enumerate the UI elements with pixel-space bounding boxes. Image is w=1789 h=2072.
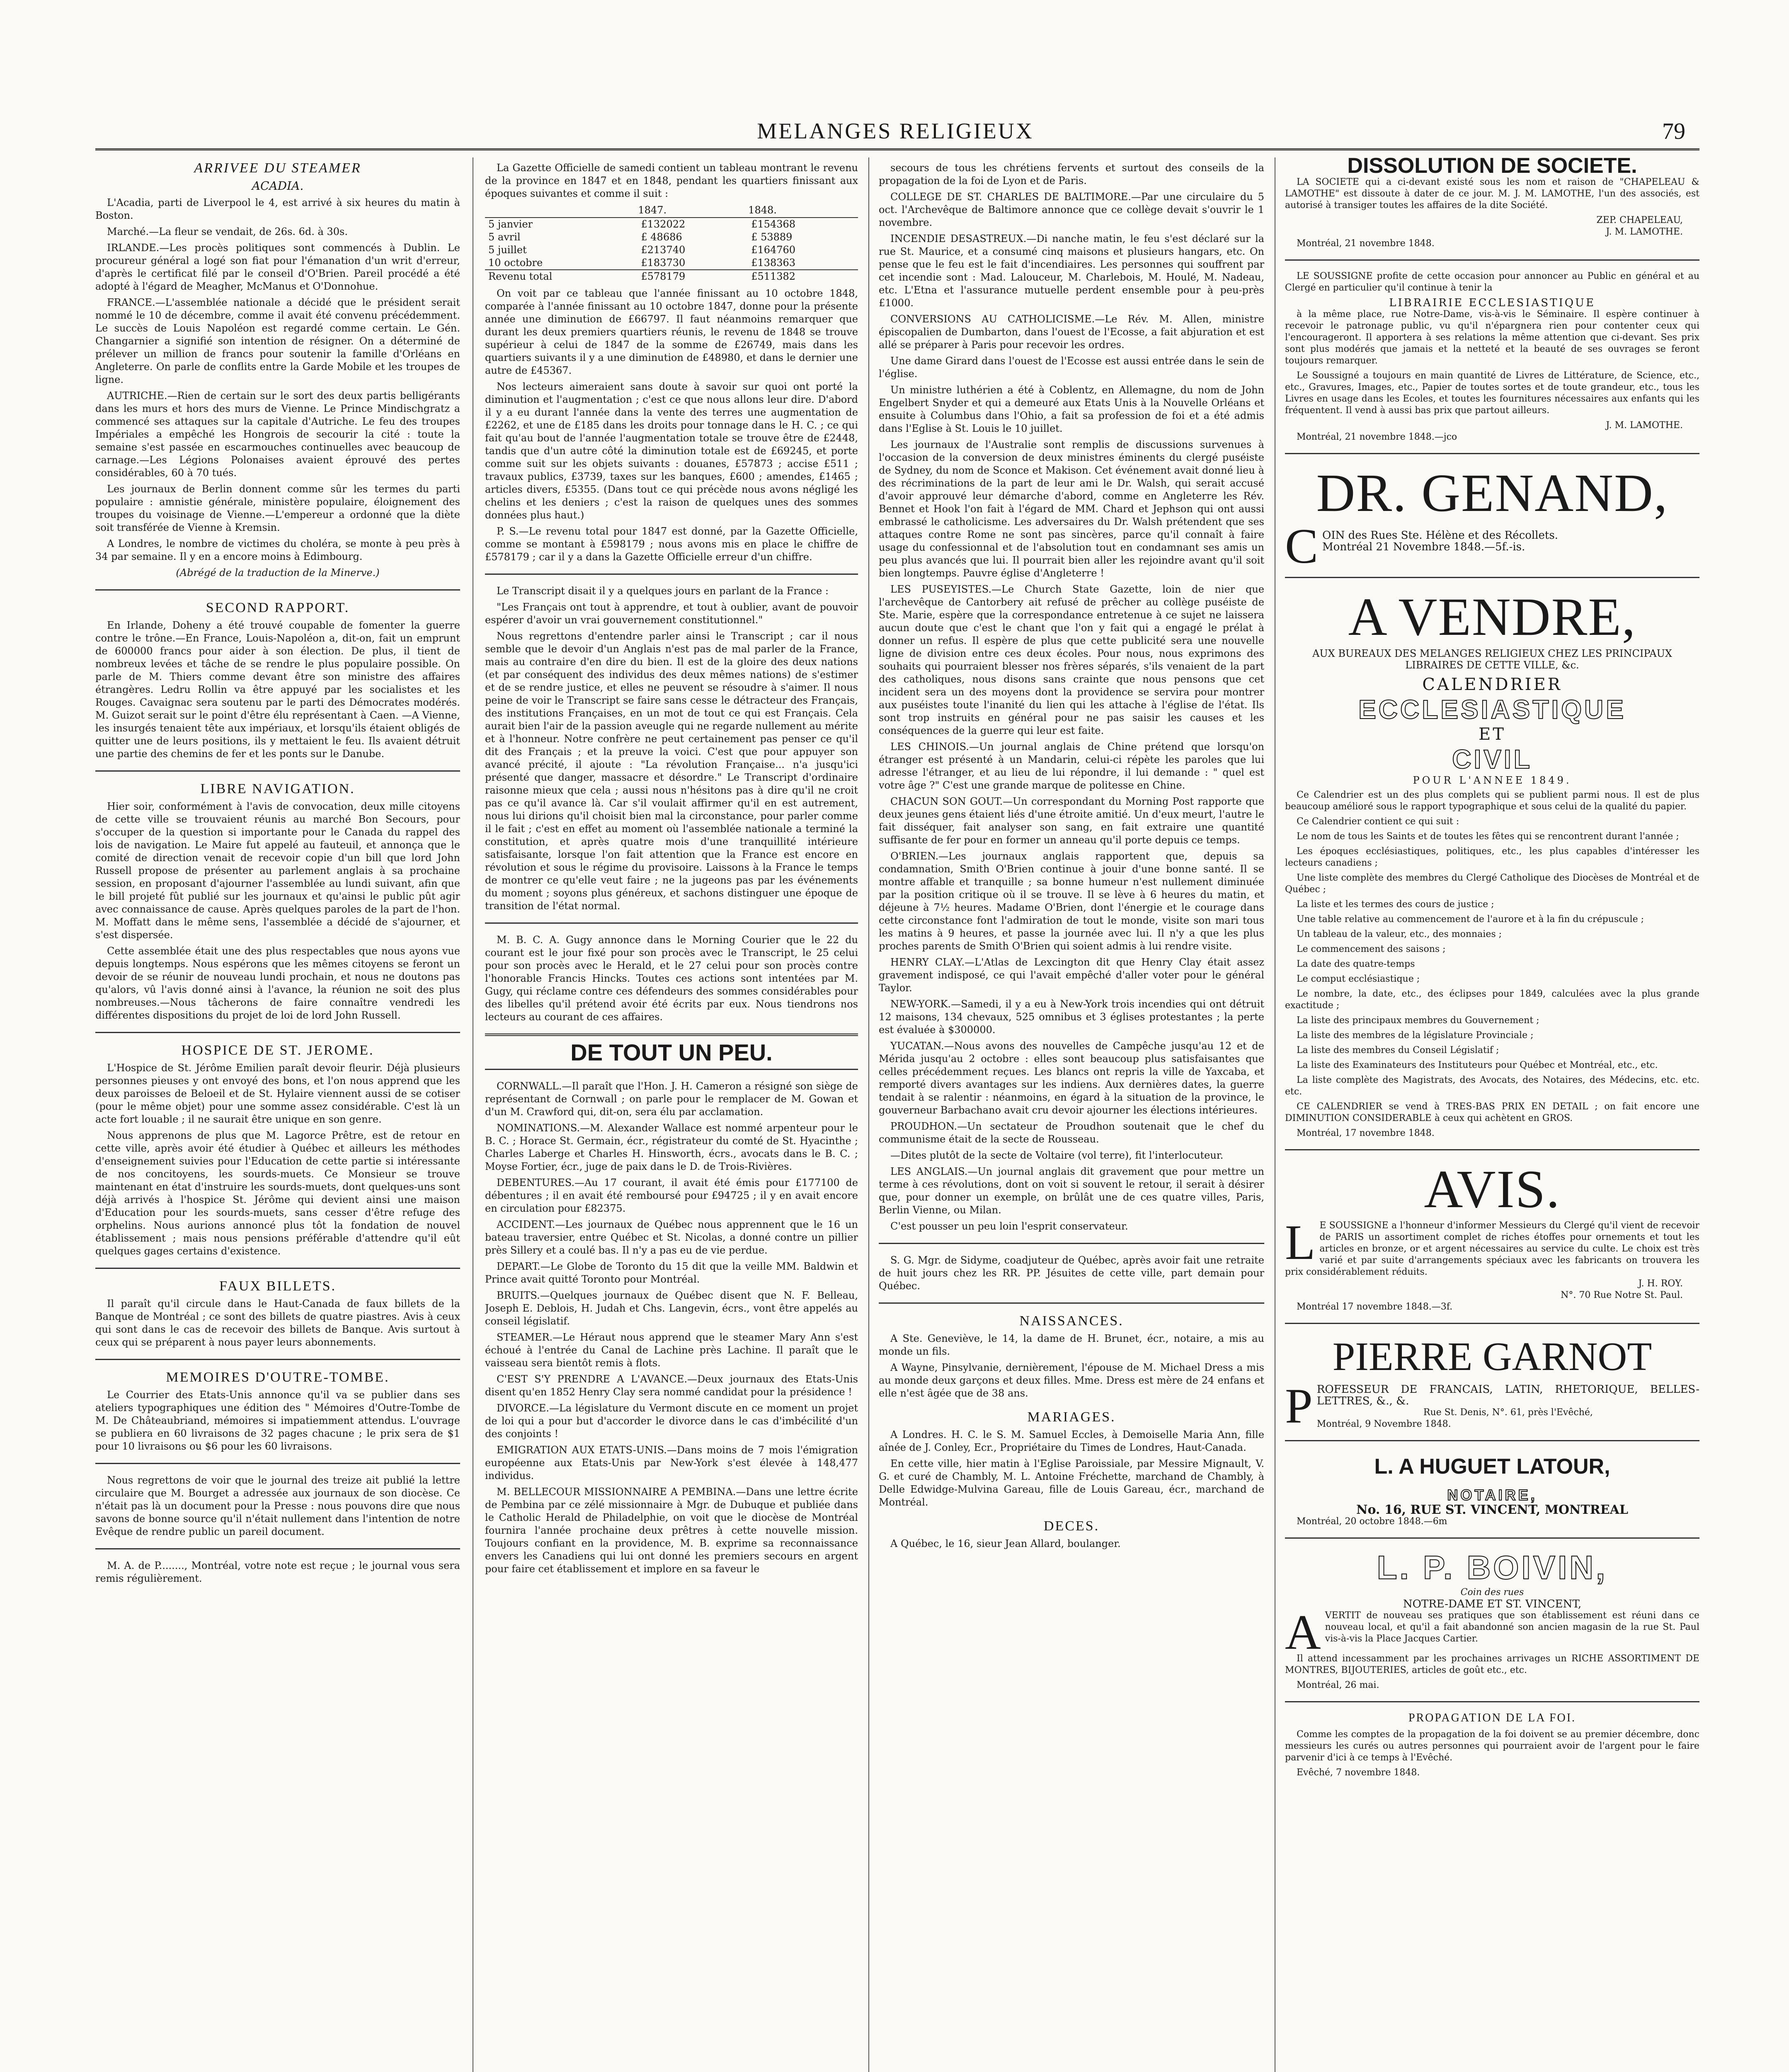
news-item: LES CHINOIS.—Un journal anglais de Chine prétend que lorsqu'on étranger est présenté à un Mandarin, celui-ci répète les paroles que lui adresse l'étranger, et au lieu de lui répondre, il lui demande : " quel est votre âge ?" C'est une grande marque de politesse en Chine. (879, 741, 1264, 791)
ad-date: Montréal, 9 Novembre 1848. (1316, 1419, 1451, 1429)
ad-text: ROFESSEUR DE FRANCAIS, LATIN, RHETORIQUE, BELLES-LETTRES, &., &. (1316, 1384, 1699, 1407)
news-item: O'BRIEN.—Les journaux anglais rapportent que, depuis sa condamnation, Smith O'Brien continue à jouir d'une bonne santé. Il se montre affable et tranquille ; sa bonne humeur n'est nullement diminuée par la position critique où il se trouve. Il se lève à 6 heures du matin, et déjeune à 7½ heures. Madame O'Brien, dont l'énergie et le courage dans cette circonstance font l'admiration de tout le monde, visite son mari tous les matins à 9 heures, et passe la journée avec lui. Il n'y a que les plus proches parents de Smith O'Brien qui soient admis à lui rendre visite. (879, 850, 1264, 952)
ad-date: Montréal, 20 octobre 1848.—6m (1297, 1516, 1447, 1527)
table-cell: 5 janvier (488, 218, 533, 230)
article-paragraph: IRLANDE.—Les procès politiques sont commencés à Dublin. Le procureur général a logé son fiat pour l'émanation d'un writ d'erreur, d'après le certificat filé par le conseil d'O'Brien. Pareil procédé a été adopté à l'égard de Meagher, McManus et O'Donnohue. (95, 242, 460, 292)
table-row (485, 218, 858, 231)
ad-heading: NOTRE-DAME ET ST. VINCENT, (1403, 1598, 1582, 1610)
article-paragraph: Le Courrier des Etats-Unis annonce qu'il va se publier dans ses ateliers typographiques une édition des " Mémoires d'Outre-Tombe de M. De Châteaubriand, mémoires si impatiemment attendus. L'ouvrage se publiera en 60 livraisons de 32 pages chacune ; le prix sera de $1 pour 10 livraisons ou $6 pour les 60 livraisons. (95, 1389, 460, 1452)
list-item: La liste des principaux membres du Gouvernement ; (1297, 1015, 1539, 1026)
ad-text: OIN des Rues Ste. Hélène et des Récollets. (1322, 529, 1558, 542)
page-number: 79 (1662, 119, 1685, 144)
table-total-row (485, 270, 858, 283)
section-title: DE TOUT UN PEU. (570, 1039, 773, 1065)
article-paragraph: P. S.—Le revenu total pour 1847 est donné, par la Gazette Officielle, comme se montant à £598179 ; nous avons mis en place le chiffre de £578179 ; car il y a dans la Gazette Officielle erreur d'un chiffre. (485, 525, 858, 563)
section-title: MEMOIRES D'OUTRE-TOMBE. (166, 1370, 390, 1385)
news-item: COLLEGE DE ST. CHARLES DE BALTIMORE.—Par une circulaire du 5 oct. l'Archevêque de Baltimore annonce que ce collège devait s'ouvrir le 1 novembre. (879, 191, 1264, 228)
ad-text: Le Soussigné a toujours en main quantité de Livres de Littérature, de Science, etc., etc., Gravures, Images, etc., Papier de toutes sortes et de toute grandeur, etc., tous les Livres en usage dans les Ecoles, et toutes les fournitures nécessaires aux enfants qui les fréquentent. Il vend à aussi bas prix que partout ailleurs. (1285, 370, 1699, 416)
section-rule (1285, 259, 1699, 261)
table-header-cell (485, 203, 638, 218)
announcement: A Ste. Geneviève, le 14, la dame de H. Brunet, écr., notaire, a mis au monde un fils. (879, 1333, 1264, 1357)
section-rule (1285, 577, 1699, 578)
running-head: MELANGES RELIGIEUX (757, 119, 1034, 143)
ad-title: L. P. BOIVIN, (1377, 1549, 1608, 1586)
ad-text: CE CALENDRIER se vend à TRES-BAS PRIX EN DETAIL ; on fait encore une DIMINUTION CONSIDERABLE à ceux qui achètent en GROS. (1285, 1101, 1699, 1123)
article-paragraph: M. B. C. A. Gugy annonce dans le Morning Courier que le 22 du courant est le jour fixé pour son procès avec le Transcript, le 25 celui pour son procès avec le Herald, et le 27 celui pour son procès contre l'honorable Francis Hincks. Toutes ces actions sont intentées par M. Gugy, qui réclame contre ces défendeurs des sommes considérables pour des libelles qu'il prétend avoir été écrits par eux. Nous tiendrons nos lecteurs au courant de ces affaires. (485, 934, 858, 1023)
section-rule (95, 1463, 460, 1464)
ad-date: Montréal, 26 mai. (1297, 1680, 1379, 1690)
news-item: BRUITS.—Quelques journaux de Québec disent que N. F. Belleau, Joseph E. Deblois, H. Judah et Chs. Langevin, écrs., vont être appelés au conseil législatif. (485, 1290, 858, 1327)
ad-text: E SOUSSIGNE a l'honneur d'informer Messieurs du Clergé qu'il vient de recevoir de PARIS un assortiment complet de riches étoffes pour ornements et tout les articles en bronze, or et argent nécessaires au service du culte. Le choix est très varié et par suite d'arrangements spéciaux avec les fabricants on trouvera les prix considérablement réduits. (1285, 1220, 1699, 1277)
section-rule (95, 1359, 460, 1360)
article-paragraph: Nous regrettons de voir que le journal des treize ait publié la lettre circulaire que M. Bourget a adressée aux journaux de son diocèse. Ce n'était pas là un document pour la Presse : nous pouvons dire que nous savons de bonne source qu'il n'était nullement dans l'intention de notre Evêque de rendre public un pareil document. (95, 1474, 460, 1537)
ad-text: à la même place, rue Notre-Dame, vis-à-vis le Séminaire. Il espère continuer à recevoir le patronage public, vu qu'il n'épargnera rien pour contenter ceux qui l'encourageront. Il apportera à ses relations la même attention que ci-devant. Ses prix sont plus modérés que jamais et la netteté et la beauté de ses ouvrages se feront toujours remarquer. (1285, 309, 1699, 366)
table-cell: £132022 (641, 218, 686, 230)
list-item: Un tableau de la valeur, etc., des monnaies ; (1297, 929, 1502, 939)
article-paragraph: FRANCE.—L'assemblée nationale a décidé que le président serait nommé le 10 de décembre, comme il avait été convenu précédemment. Le succès de Louis Napoléon est regardé comme certain. Le Gén. Changarnier a signifié son intention de résigner. On a déterminé de prélever un million de francs pour soutenir la famille d'Orléans en Angleterre. On parle de conflits entre la Garde Mobile et les troupes de ligne. (95, 297, 460, 385)
ad-signature: J. M. LAMOTHE. (1606, 420, 1683, 431)
table-header-row (485, 203, 858, 218)
ad-date: Montréal, 21 novembre 1848. (1297, 238, 1435, 249)
news-item: Un ministre luthérien a été à Coblentz, en Allemagne, du nom de John Engelbert Snyder et qui a demeuré aux Etats Unis à la Nouvelle Orléans et ensuite à Columbus dans l'Ohio, a fait sa profession de foi et a été admis dans l'Eglise à St. Louis le 10 juillet. (879, 384, 1264, 434)
announcement: En cette ville, hier matin à l'Eglise Paroissiale, par Messire Mignault, V. G. et curé de Chambly, M. L. Antoine Fréchette, marchand de Chambly, à Delle Edwidge-Mulvina Gareau, fille de Louis Gareau, écr., marchand de Montréal. (879, 1458, 1264, 1508)
section-rule (485, 574, 858, 575)
list-item: La liste des membres de la législature Provinciale ; (1297, 1030, 1534, 1041)
announcement: A Londres. H. C. le S. M. Samuel Eccles, à Demoiselle Maria Ann, fille aînée de J. Conley, Ecr., Propriétaire du Times de Londres, Haut-Canada. (879, 1429, 1264, 1453)
news-item: DEPART.—Le Globe de Toronto du 15 dit que la veille MM. Baldwin et Prince avait quitté Toronto pour Montréal. (485, 1261, 858, 1285)
section-rule (95, 1032, 460, 1033)
news-item: YUCATAN.—Nous avons des nouvelles de Campêche jusqu'au 12 et de Mérida jusqu'au 2 octobre : elles sont beaucoup plus satisfaisantes que celles précédemment reçues. Les blancs ont repris la ville de Yaxcaba, et remporté divers avantages sur les indiens. Aux dernières dates, la guerre tendait à se ralentir : néanmoins, en égard à la situation de la province, le gouverneur Barbachano avait cru devoir ajourner les élections intérieures. (879, 1040, 1264, 1116)
ad-text: Comme les comptes de la propagation de la foi doivent se au premier décembre, donc messieurs les curés ou autres personnes qui pourraient avoir de l'argent pour le faire parvenir d'ici à ce temps à l'Evêché. (1285, 1729, 1699, 1763)
section-rule (485, 1034, 858, 1036)
section-rule (1285, 1537, 1699, 1539)
table-cell: £138363 (751, 257, 796, 269)
article-paragraph: A Londres, le nombre de victimes du choléra, se monte à peu près à 34 par semaine. Il y en a encore moins à Edimbourg. (95, 538, 460, 562)
column-4-advertisements (1285, 157, 1699, 2072)
section-title: SECOND RAPPORT. (206, 600, 350, 615)
article-paragraph: Il paraît qu'il circule dans le Haut-Canada de faux billets de la Banque de Montréal ; ce sont des billets de quatre piastres. Avis à ceux qui sont dans le cas de recevoir des billets de Banque. Avis surtout à ceux qui se préparent à nous payer leurs abonnements. (95, 1298, 460, 1348)
ad-text: Ce Calendrier est un des plus complets qui se publient parmi nous. Il est de plus beaucoup amélioré sous le rapport typographique et sous celui de la qualité du papier. (1285, 790, 1699, 812)
list-item: Le commencement des saisons ; (1297, 944, 1446, 954)
ad-body (1285, 1384, 1699, 1430)
ad-date: Montréal 21 Novembre 1848.—5f.-is. (1322, 541, 1525, 553)
section-title: ARRIVEE DU STEAMER (194, 160, 361, 176)
section-rule (95, 770, 460, 772)
table-cell: £ 53889 (751, 231, 793, 243)
column-3 (879, 157, 1264, 2072)
table-cell: 5 juillet (488, 244, 527, 256)
ad-body (1285, 524, 1699, 567)
ad-signature: ZEP. CHAPELEAU, (1596, 215, 1683, 225)
list-item: La liste et les termes des cours de justice ; (1297, 899, 1494, 910)
article-paragraph: Hier soir, conformément à l'avis de convocation, deux mille citoyens de cette ville se trouvaient réunis au marché Bon Secours, pour s'occuper de la question si importante pour le Canada du rappel des lois de navigation. Le Maire fut appelé au fauteuil, et annonça que le comité de direction venait de recevoir copie d'un bill que lord John Russell propose de présenter au parlement anglais à sa prochaine session, en proposant d'ajourner l'assemblée au lundi suivant, afin que le bill projeté fût publié sur les journaux et qu'ainsi le public pût agir avec connaissance de cause. Après quelques paroles de la part de l'hon. M. Moffatt dans le même sens, l'assemblée a décidé de s'ajourner, et s'est dispersée. (95, 801, 460, 941)
ad-text: Coin des rues (1460, 1587, 1524, 1598)
drop-cap: A (1285, 1610, 1321, 1653)
ad-heading: LIBRAIRIE ECCLESIASTIQUE (1389, 297, 1595, 309)
article-paragraph: Nous regrettons d'entendre parler ainsi le Transcript ; car il nous semble que le devoir d'un Anglais n'est pas de mal parler de la France, mais au contraire d'en dire du bien. Il est de la gloire des deux nations (et par conséquent des individus des deux mêmes nations) de s'estimer et de se rendre justice, et elles ne peuvent se résoudre à s'aimer. Il nous peine de voir le Transcript se faire sans cesse le détracteur des Français, des institutions Françaises, en un mot de tout ce qui est Français. Cela aurait bien l'air de la passion aveugle qui ne regarde nullement au mérite et à l'honneur. Notre confrère ne peut certainement pas penser ce qu'il dit des Français ; et la preuve la voici. C'est que pour appuyer son avancé précité, il ajoute : "La révolution Française... n'a jusqu'ici présenté que danger, massacre et désordre." Le Transcript d'ordinaire raisonne mieux que cela ; aussi nous n'hésitons pas à dire qu'il ne croit pas ce qu'il avance là. Car s'il voulait affirmer qu'il en est autrement, nous lui dirions qu'il choisit bien mal la circonstance, pour parler comme il le fait ; c'est en effet au moment où l'assemblée nationale a terminé la constitution, et après quatre mois d'une tranquillité intérieure satisfaisante, lorsque l'on fait attention que la France est encore en révolution et sous le régime du provisoire. Laissons à la France le temps de montrer ce qu'elle veut faire ; ne la jugeons pas par les événements du moment ; soyons plus généreux, et sachons distinguer une époque de transition de l'état normal. (485, 630, 858, 912)
section-subtitle: ACADIA. (252, 179, 304, 193)
news-item: S. G. Mgr. de Sidyme, coadjuteur de Québec, après avoir fait une retraite de huit jours chez les RR. PP. Jésuites de cette ville, part demain pour Québec. (879, 1254, 1264, 1292)
news-item: NOMINATIONS.—M. Alexander Wallace est nommé arpenteur pour le B. C. ; Horace St. Germain, écr., régistrateur du comté de St. Hyacinthe ; Charles Laberge et Charles H. Hinsworth, écrs., avocats dans le B. C. ; Moyse Fortier, écr., juge de paix dans le D. de Trois-Rivières. (485, 1122, 858, 1172)
article-paragraph: AUTRICHE.—Rien de certain sur le sort des deux partis belligérants dans les murs et hors des murs de Vienne. Le Prince Mindischgratz a commencé ses attaques sur la capitale d'Autriche. Le feu des troupes Impériales a empêché les Hongrois de secourir la cité : toute la semaine s'est passée en escarmouches continuelles avec beaucoup de carnage.—Les Légions Polonaises avaient éprouvé des pertes considérables, 60 à 70 tués. (95, 390, 460, 479)
section-title: FAUX BILLETS. (219, 1278, 337, 1294)
news-item: —Dites plutôt de la secte de Voltaire (vol terre), fit l'interlocuteur. (890, 1150, 1224, 1161)
section-rule (485, 1069, 858, 1070)
ad-date: Montréal, 21 novembre 1848.—jco (1297, 432, 1457, 442)
table-cell: £ 48686 (641, 231, 682, 243)
news-item: CONVERSIONS AU CATHOLICISME.—Le Rév. M. Allen, ministre épiscopalien de Dumbarton, dans l'ouest de l'Ecosse, a fait abjuration et est allé se préparer à Paris pour recevoir les ordres. (879, 313, 1264, 351)
news-item: LES ANGLAIS.—Un journal anglais dit gravement que pour mettre un terme à ces révolutions, dont on voit si souvent le retour, il serait à désirer que, pour donner un exemple, on brûlât une de ces quatre villes, Paris, Berlin Vienne, ou Milan. (879, 1166, 1264, 1216)
section-rule (1285, 1701, 1699, 1702)
ad-title: PROPAGATION DE LA FOI. (1408, 1711, 1576, 1724)
article-paragraph: Nous apprenons de plus que M. Lagorce Prêtre, est de retour en cette ville, après avoir été étudier à Québec et ailleurs les méthodes d'enseignement suivies pour l'Education de cette partie si intéressante de nos concitoyens, les sourds-muets. Ce Monsieur se trouve maintenant en état d'instruire les sourds-muets, dont quelques-uns sont déjà arrivés à l'hospice St. Jérôme qui devient ainsi une maison d'Education pour les sourds-muets, sans cesser d'être refuge des orphelins. Nous aurions annoncé plus tôt la fondation de nouvel établissement ; mais nous pensions préférable d'attendre qu'il eût quelques gages certains d'existence. (95, 1130, 460, 1257)
header-rule (95, 148, 1699, 150)
section-title: LIBRE NAVIGATION. (200, 781, 355, 796)
list-item: Le nom de tous les Saints et de toutes les fêtes qui se rencontrent durant l'année ; (1297, 831, 1679, 842)
news-item: DIVORCE.—La législature du Vermont discute en ce moment un projet de loi qui a pour but d'accorder le divorce dans le cas d'imbécilité d'un des conjoints ! (485, 1402, 858, 1440)
column-1 (95, 157, 460, 2072)
news-item: M. BELLECOUR MISSIONNAIRE A PEMBINA.—Dans une lettre écrite de Pembina par ce zélé missionnaire à Mgr. de Dubuque et publiée dans le Catholic Herald de Philadelphie, on voit que le diocèse de Montréal fournira l'année prochaine deux prêtres à cette nouvelle mission. Toujours confiant en la providence, M. B. exprime sa reconnaissance envers les Canadiens qui lui ont donné les premiers secours en argent pour faire cet établissement et implore en sa faveur le (485, 1486, 858, 1575)
ad-text: Il attend incessamment par les prochaines arrivages un RICHE ASSORTIMENT DE MONTRES, BIJOUTERIES, articles de goût etc., etc. (1285, 1653, 1699, 1675)
drop-cap: L (1285, 1220, 1316, 1270)
table-header-cell: 1847. (638, 203, 748, 218)
ad-heading: NOTAIRE, (1447, 1486, 1537, 1503)
section-title: NAISSANCES. (1019, 1313, 1124, 1329)
news-item: HENRY CLAY.—L'Atlas de Lexcington dit que Henry Clay était assez gravement indisposé, ce qui l'avait empêché d'aller voter pour le général Taylor. (879, 956, 1264, 994)
ad-heading: ECCLESIASTIQUE (1358, 695, 1626, 724)
section-rule (1285, 1323, 1699, 1324)
table-cell: £578179 (641, 271, 686, 282)
ad-body (1285, 1220, 1699, 1278)
ad-heading: CIVIL (1452, 744, 1532, 774)
ad-heading: CALENDRIER (1422, 675, 1562, 694)
news-item: Les journaux de l'Australie sont remplis de discussions survenues à l'occasion de la conversion de deux ministres éminents du clergé puséiste de Sydney, du nom de Sconce et Makison. Cet événement avait donné lieu à des récriminations de la part de leur ami le Dr. Walsh, qui serait accusé d'avoir approuvé leur démarche d'abord, comme en Angleterre les Rév. Bennet et Hook l'on fait à l'égard de MM. Chard et Jephson qui ont aussi embrassé le catholicisme. Les adversaires du Dr. Walsh prétendent que ses attaques contre Rome ne sont pas sincères, parce qu'il connaît à faire usage du confessionnal et de l'absolution tout en condamnant ses amis un peu plus avancés que lui. Il pourrait bien aller les rejoindre avant qu'il soit bien longtemps. Pauvre église d'Angleterre ! (879, 439, 1264, 579)
ad-text: LA SOCIETE qui a ci-devant existé sous les nom et raison de "CHAPELEAU & LAMOTHE" est dissoute à dater de ce jour. M. J. M. LAMOTHE, l'un des associés, est autorisé à transiger toutes les affaires de la dite Société. (1285, 177, 1699, 211)
news-item: Une dame Girard dans l'ouest de l'Ecosse est aussi entrée dans le sein de l'église. (879, 355, 1264, 380)
section-rule (1285, 1149, 1699, 1150)
ad-title: PIERRE GARNOT (1332, 1334, 1652, 1379)
ad-signature: J. H. ROY. (1638, 1278, 1683, 1289)
table-cell: 10 octobre (488, 257, 543, 269)
news-item: PROUDHON.—Un sectateur de Proudhon soutenait que le chef du communisme était de la secte de Rousseau. (879, 1121, 1264, 1145)
ad-address: No. 16, RUE ST. VINCENT, MONTREAL (1356, 1503, 1628, 1517)
announcement: A Québec, le 16, sieur Jean Allard, boulanger. (890, 1538, 1121, 1549)
section-rule (95, 1268, 460, 1269)
news-item: NEW-YORK.—Samedi, il y a eu à New-York trois incendies qui ont détruit 12 maisons, 134 chevaux, 525 omnibus et 3 églises protestantes ; la perte est évaluée à $300000. (879, 998, 1264, 1036)
table-cell: £213740 (641, 244, 686, 256)
table-cell: Revenu total (488, 271, 553, 282)
section-rule (1285, 453, 1699, 454)
list-item: La date des quatre-temps (1297, 959, 1415, 969)
list-item: Les époques ecclésiastiques, politiques, etc., les plus capables d'intéresser les lecteurs canadiens ; (1285, 846, 1699, 868)
news-item: STEAMER.—Le Héraut nous apprend que le steamer Mary Ann s'est échoué à l'entrée du Canal de Lachine près Lachine. Il paraît que le vaisseau sera bientôt remis à flots. (485, 1331, 858, 1369)
ad-signature: J. M. LAMOTHE. (1606, 227, 1683, 237)
news-item: C'EST S'Y PRENDRE A L'AVANCE.—Deux journaux des Etats-Unis disent qu'en 1852 Henry Clay sera nommé candidat pour la présidence ! (485, 1373, 858, 1398)
revenue-table (485, 203, 858, 283)
table-cell: £183730 (641, 257, 686, 269)
section-rule (95, 1548, 460, 1549)
table-cell: £154368 (751, 218, 796, 230)
news-item: INCENDIE DESASTREUX.—Di nanche matin, le feu s'est déclaré sur la rue St. Maurice, et a consumé cinq maisons et plusieurs hangars, etc. On pense que le feu est le fait d'incendiaires. Les personnes qui souffrent par cet incendie sont : Mad. Lalouceur, M. Charlebois, M. Houlé, M. Nadeau, etc. L'Etna et l'assurance mutuelle perdent ensemble pour à peu-près £1000. (879, 233, 1264, 309)
list-item: Le comput ecclésiastique ; (1297, 974, 1420, 984)
ad-title: A VENDRE, (1348, 587, 1636, 647)
table-row (485, 244, 858, 257)
list-item: Une table relative au commencement de l'aurore et à la fin du crépuscule ; (1297, 914, 1644, 925)
ad-date: Montréal 17 novembre 1848.—3f. (1297, 1302, 1453, 1312)
section-rule (879, 1302, 1264, 1304)
section-rule (95, 589, 460, 591)
article-paragraph: "Les Français ont tout à apprendre, et tout à oublier, avant de pouvoir espérer d'avoir un vrai gouvernement constitutionnel." (485, 601, 858, 626)
table-cell: 5 avril (488, 231, 521, 243)
news-item: CHACUN SON GOUT.—Un correspondant du Morning Post rapporte que deux jeunes gens étaient liés d'une étroite amitié. Un d'eux meurt, l'autre le fait disséquer, fait analyser son sang, en fait extraire une quantité suffisante de fer pour en former un anneau qu'il porte depuis ce temps. (879, 796, 1264, 846)
table-cell: £164760 (751, 244, 796, 256)
ad-text: VERTIT de nouveau ses pratiques que son établissement est réuni dans ce nouveau local, et qu'il a fait abandonné son ancien magasin de la rue St. Paul vis-à-vis la Place Jacques Cartier. (1325, 1610, 1699, 1644)
section-rule (879, 1243, 1264, 1244)
news-item: DEBENTURES.—Au 17 courant, il avait été émis pour £177100 de débentures ; il en avait été remboursé pour £94725 ; il y en avait encore en circulation pour £82375. (485, 1177, 858, 1214)
table-row (485, 257, 858, 270)
article-paragraph: En Irlande, Doheny a été trouvé coupable de fomenter la guerre contre le trône.—En France, Louis-Napoléon a, dit-on, fait un emprunt de 600000 francs pour aider à son élection. De plus, il tient de nombreux levées et tâche de se rendre le plus populaire possible. On parle de M. Thiers comme devant être son ministre des affaires étrangères. Ledru Rollin va être appuyé par les socialistes et les Rouges. Cavaignac sera soutenu par le parti des Démocrates modérés. M. Guizot serait sur le point d'être élu représentant à Caen. —A Vienne, les insurgés tenaient tête aux impériaux, et lorsqu'ils étaient obligés de quitter une de leurs positions, ils y mettaient le feu. Ils avaient détruit une partie des chemins de fer et les ponts sur le Danube. (95, 620, 460, 760)
article-paragraph: Marché.—La fleur se vendait, de 26s. 6d. à 30s. (107, 226, 348, 237)
news-item: EMIGRATION AUX ETATS-UNIS.—Dans moins de 7 mois l'émigration européenne aux Etats-Unis par New-York s'est élevée à 148,477 individus. (485, 1444, 858, 1481)
section-rule (1285, 1440, 1699, 1441)
ad-body (1285, 1610, 1699, 1653)
article-paragraph: Cette assemblée était une des plus respectables que nous ayons vue depuis longtemps. Nous espérons que les mêmes citoyens se feront un devoir de se réunir de nouveau lundi prochain, et nous ne doutons pas qu'alors, vû l'avis donné ainsi à l'avance, la réunion ne soit des plus nombreuses.—Nous tâcherons de faire connaître vendredi les différentes dispositions du projet de loi de lord John Russell. (95, 945, 460, 1021)
ad-text: LE SOUSSIGNE profite de cette occasion pour annoncer au Public en général et au Clergé en particulier qu'il continue à tenir la (1285, 271, 1699, 293)
list-item: Le nombre, la date, etc., des éclipses pour 1849, calculées avec la plus grande exactitude ; (1285, 989, 1699, 1011)
list-item: La liste des membres du Conseil Législatif ; (1297, 1045, 1499, 1055)
announcement: A Wayne, Pinsylvanie, dernièrement, l'épouse de M. Michael Dress a mis au monde deux garçons et deux filles. Mme. Dress est mère de 24 enfans et elle n'est âgée que de 38 ans. (879, 1362, 1264, 1399)
news-item: C'est pousser un peu loin l'esprit conservateur. (890, 1220, 1128, 1232)
ad-address: Rue St. Denis, N°. 61, près l'Evêché, (1423, 1407, 1593, 1418)
column-2 (485, 157, 858, 2072)
ad-title: L. A HUGUET LATOUR, (1374, 1455, 1610, 1479)
article-paragraph: L'Hospice de St. Jérôme Emilien paraît devoir fleurir. Déjà plusieurs personnes pieuses y ont envoyé des bons, et l'on nous apprend que les deux paroisses de Beloeil et de St. Hylaire viennent aussi de se cotiser (pour le même objet) pour une somme assez considérable. C'est là un acte fort louable ; il ne saurait être unique en son genre. (95, 1062, 460, 1125)
section-title: HOSPICE DE ST. JEROME. (181, 1043, 374, 1058)
list-item: Une liste complète des membres du Clergé Catholique des Diocèses de Montréal et de Québec ; (1285, 873, 1699, 895)
article-paragraph: Les journaux de Berlin donnent comme sûr les termes du parti populaire : amnistie générale, ministère populaire, éloignement des troupes du voisinage de Vienne.—L'empereur a ordonné que la diète soit transférée de Vienne à Kremsin. (95, 483, 460, 533)
drop-cap: P (1285, 1384, 1313, 1430)
article-paragraph: Nos lecteurs aimeraient sans doute à savoir sur quoi ont porté la diminution et l'augmentation ; c'est ce que nous allons leur dire. D'abord il y a eu durant l'année dans la vente des terres une augmentation de £2262, et une de £185 dans les droits pour tonnage dans le H. C. ; ce qui fait qu'au bout de l'année l'augmentation totale se trouve être de £2448, tandis que d'un autre côté la diminution totale est de £69245, et porte comme suit sur les objets suivants : douanes, £57873 ; accise £511 ; travaux publics, £3739, taxes sur les banques, £600 ; amendes, £1465 ; articles divers, £5355. (Dans tout ce qui précède nous avons négligé les chelins et les deniers ; c'est la raison de quelques unes des sommes données plus haut.) (485, 381, 858, 521)
news-item: CORNWALL.—Il paraît que l'Hon. J. H. Cameron a résigné son siège de représentant de Cornwall ; on parle pour le remplacer de M. Gowan et d'un M. Crawford qui, dit-on, sera élu par acclamation. (485, 1080, 858, 1118)
ad-heading: ET (1479, 725, 1506, 744)
ad-title: AVIS. (1424, 1159, 1561, 1219)
section-title: MARIAGES. (1027, 1409, 1116, 1425)
article-paragraph: L'Acadia, parti de Liverpool le 4, est arrivé à six heures du matin à Boston. (95, 197, 460, 221)
article-paragraph: On voit par ce tableau que l'année finissant au 10 octobre 1848, comparée à l'année finissant au 10 octobre 1847, donne pour la présente année une diminution de £66797. Il faut néanmoins remarquer que durant les deux premiers quartiers réunis, le revenu de 1848 se trouve supérieur à celui de 1847 de la somme de £26749, mais dans les quartiers suivants il y a une diminution de £48980, et dans le dernier une autre de £45367. (485, 288, 858, 376)
article-paragraph: M. A. de P........, Montréal, votre note est reçue ; le journal vous sera remis régulièrement. (95, 1560, 460, 1584)
article-paragraph: Le Transcript disait il y a quelques jours en parlant de la France : (497, 585, 829, 597)
ad-title: DISSOLUTION DE SOCIETE. (1347, 157, 1637, 178)
ad-text: Ce Calendrier contient ce qui suit : (1297, 816, 1459, 827)
article-paragraph: secours de tous les chrétiens fervents et surtout des conseils de la propagation de la foi de Lyon et de Paris. (879, 162, 1264, 186)
ad-address: N°. 70 Rue Notre St. Paul. (1561, 1290, 1683, 1300)
list-item: La liste des Examinateurs des Instituteurs pour Québec et Montréal, etc., etc. (1297, 1060, 1658, 1070)
section-title: DECES. (1043, 1518, 1100, 1534)
news-item: ACCIDENT.—Les journaux de Québec nous apprennent que le 16 un bateau traversier, entre Québec et St. Nicolas, a donné contre un pillier près Sillery et a coulé bas. Il n'y a pas eu de vie perdue. (485, 1219, 858, 1256)
news-item: LES PUSEYISTES.—Le Church State Gazette, loin de nier que l'archevêque de Cantorbery ait refusé de prêcher au collège puséiste de Ste. Marie, espère que la correspondance entretenue à ce sujet ne laissera aucun doute que c'est le chant que l'on y fait qui a engagé le prélat à donner un refus. Il espère de plus que cette publicité sera une nouvelle ligne de division entre ces deux écoles. Pour nous, nous exprimons des souhaits qui pourraient blesser nos frères séparés, s'ils venaient de la part des catholiques, nous disons sans crainte que nous pensons que cet incident sera un des moyens dont la providence se servira pour montrer aux puséistes toute l'inanité du lien qui les attache à l'église de l'état. Ils sont trop instruits en général pour ne pas saisir les causes et les conséquences de la guerre qui leur est faite. (879, 583, 1264, 736)
drop-cap: C (1285, 524, 1319, 567)
ad-title: DR. GENAND, (1316, 463, 1668, 523)
ad-text: AUX BUREAUX DES MELANGES RELIGIEUX CHEZ LES PRINCIPAUX LIBRAIRES DE CETTE VILLE, &c. (1312, 648, 1672, 671)
section-rule (485, 922, 858, 924)
ad-heading: POUR L'ANNEE 1849. (1413, 775, 1572, 786)
column-divider (868, 157, 869, 2072)
source-credit: (Abrégé de la traduction de la Minerve.) (176, 567, 380, 579)
ad-date: Montréal, 17 novembre 1848. (1297, 1128, 1435, 1138)
list-item: La liste complète des Magistrats, des Avocats, des Notaires, des Médecins, etc. etc. etc. (1285, 1075, 1699, 1097)
table-header-cell: 1848. (748, 203, 858, 218)
ad-date: Evêché, 7 novembre 1848. (1297, 1767, 1420, 1778)
table-cell: £511382 (751, 271, 796, 282)
article-paragraph: La Gazette Officielle de samedi contient un tableau montrant le revenu de la province en 1847 et en 1848, pendant les quartiers finissant aux époques suivantes et comme il suit : (485, 162, 858, 199)
table-row (485, 231, 858, 244)
